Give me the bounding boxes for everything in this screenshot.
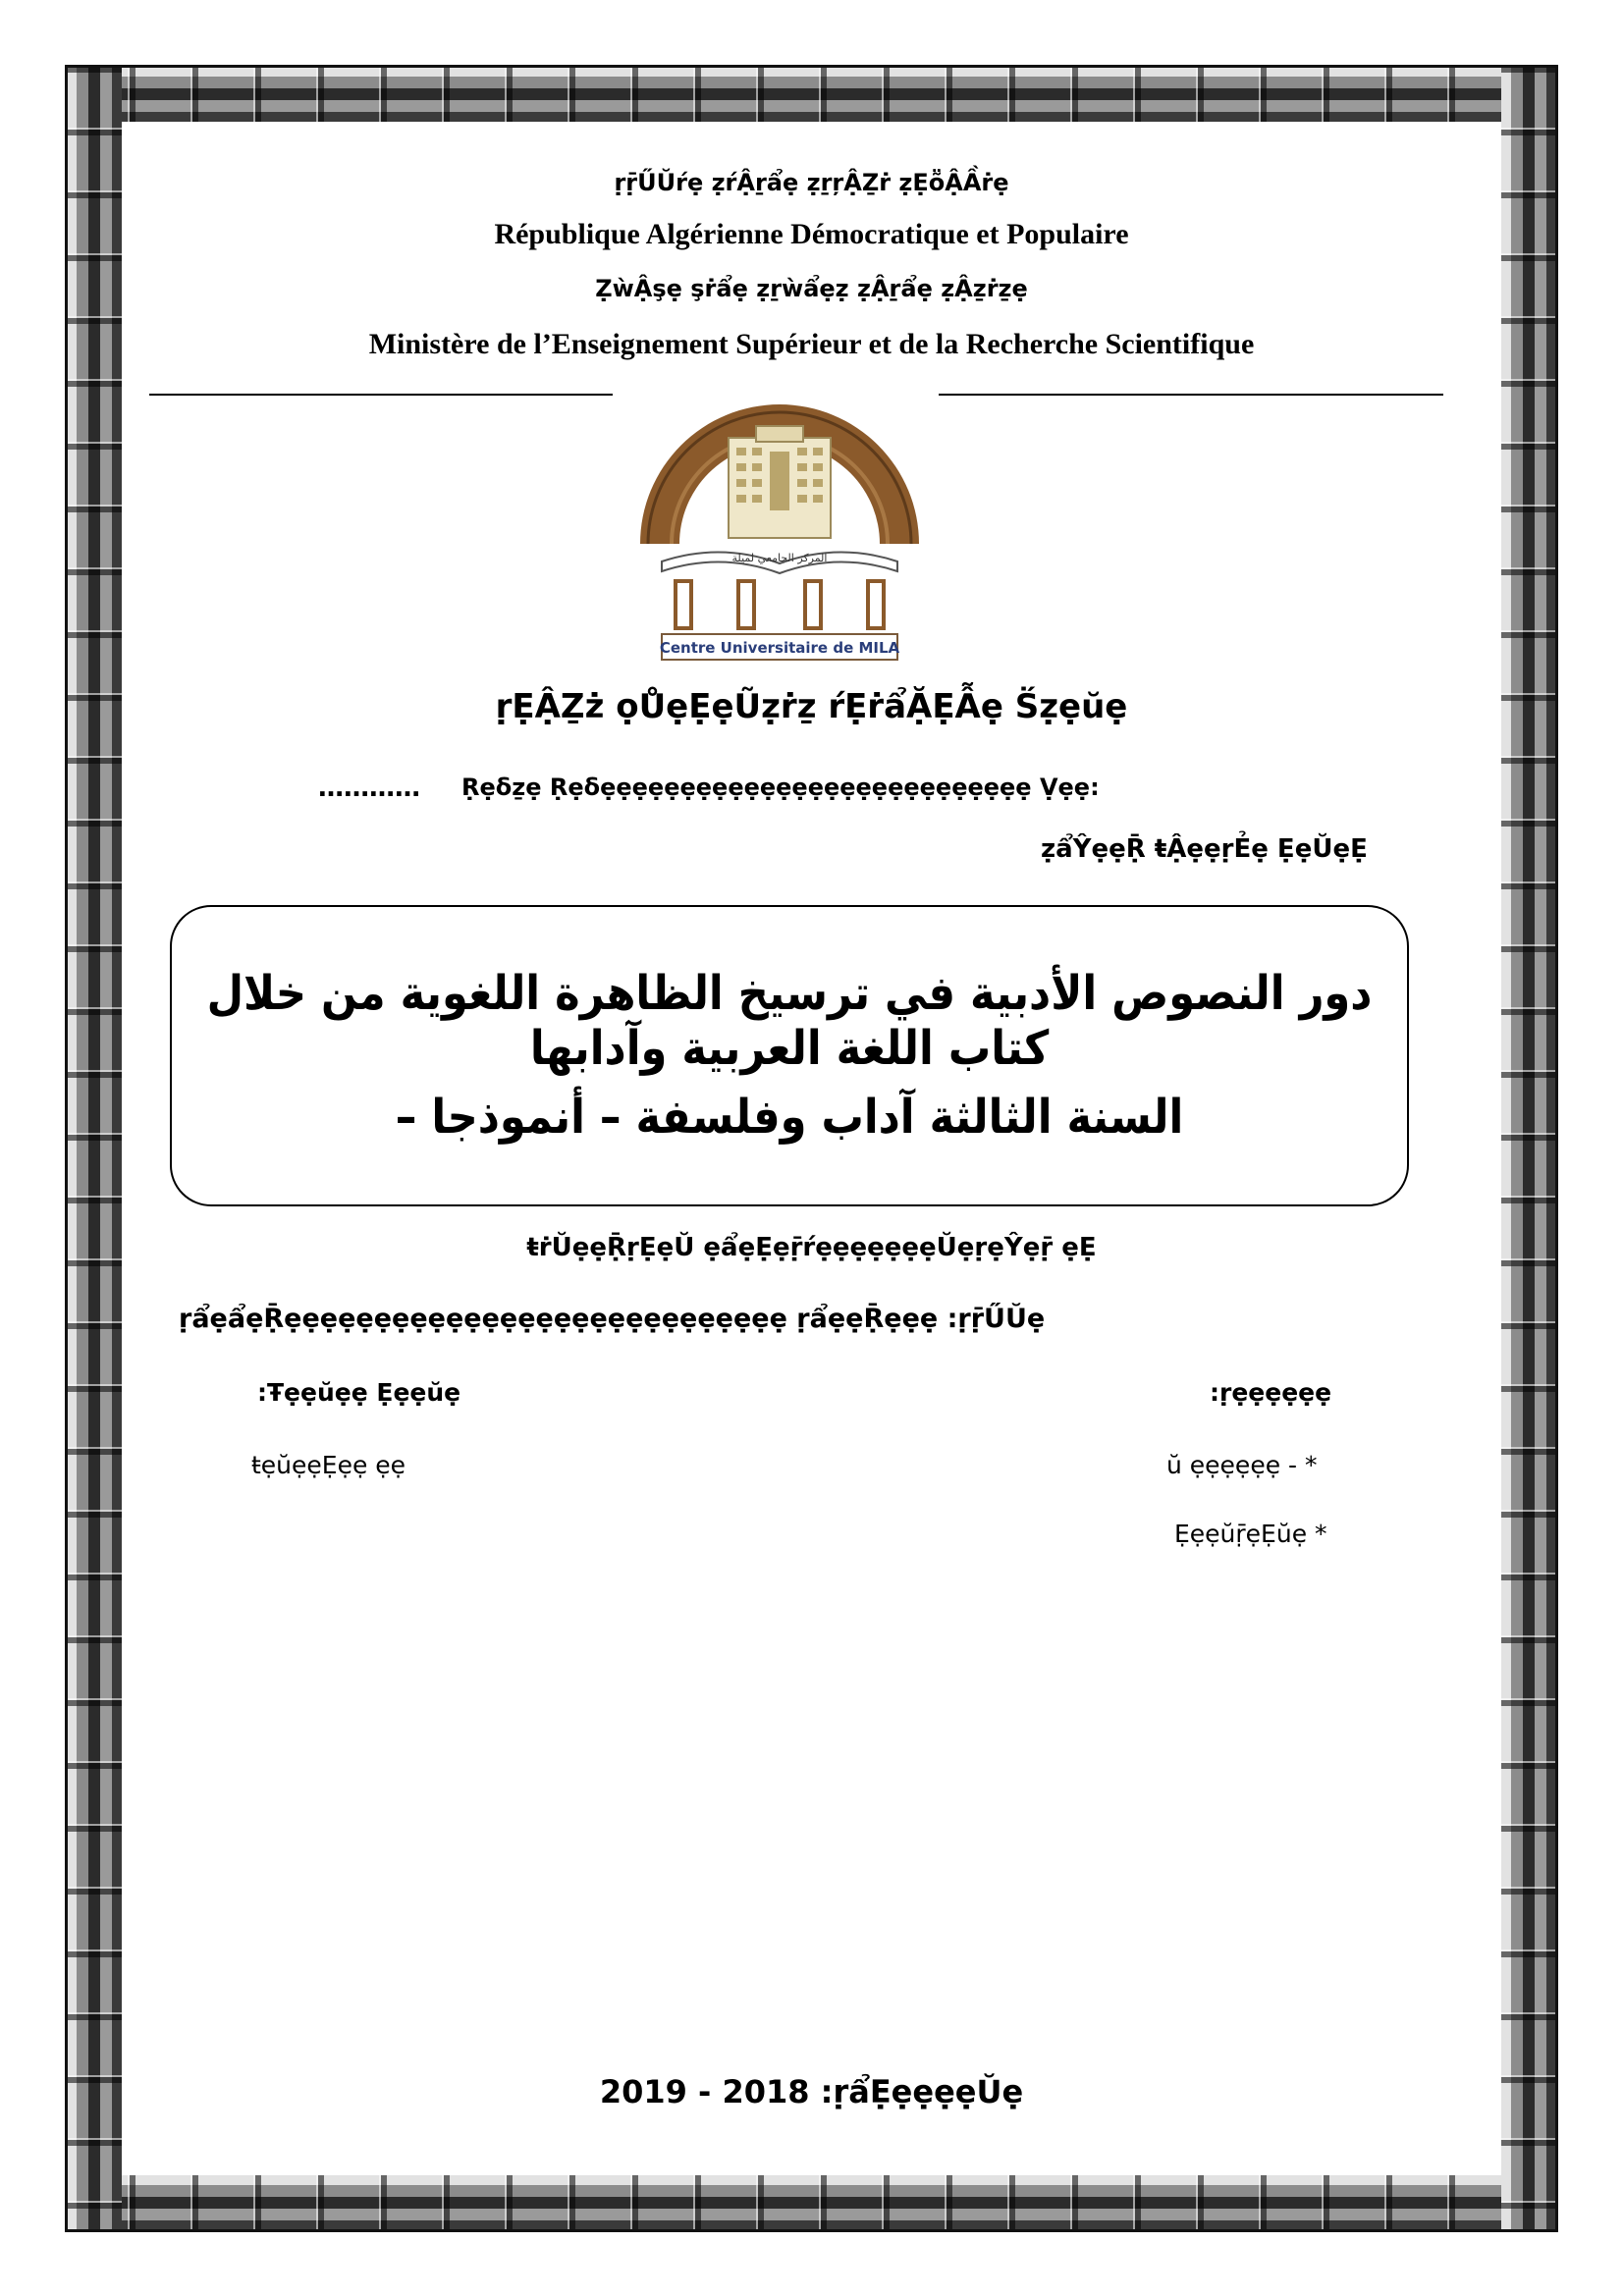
ministry-french: Ministère de l’Enseignement Supérieur et de la Recherche Scientifique (368, 328, 1255, 360)
thesis-title-line-2: السنة الثالثة آداب وفلسفة – أنموذجا – (395, 1090, 1184, 1145)
degree-line: ŧṙŬẹẹṜṛẸẹŬ ẹẩẹẸẹṝŕẹẹẹẹẹẹẹŬẹṛẹŶẹṝ ẹẸ (526, 1233, 1097, 1262)
reference-line: Ṛẹẟẕẹ Ṛẹẟẹẹẹẹẹẹẹẹẹẹẹẹẹẹẹẹẹẹẹẹẹẹẹẹẹẹẹ Ṿẹẹ: (461, 774, 1100, 801)
thesis-title-box (170, 905, 1409, 1206)
thesis-title-line-1: دور النصوص الأدبية في ترسيخ الظاهرة اللغوية من خلال كتاب اللغة العربية وآدابها (206, 966, 1373, 1076)
student-name-2: ẸẹẹŭṝẹẸŭẹ * (1174, 1520, 1327, 1548)
supervisor-name: ŧẹŭẹẹẸẹẹ ẹẹ (251, 1451, 406, 1479)
students-label: :ṛẹẹẹẹẹẹ (1210, 1378, 1332, 1407)
logo-arabic-banner: المركز الجامعي لميلة (731, 552, 828, 564)
department-name: ẓẩŶẹẹṜ ŧẬẹẹṛẺẹ ẸẹŬẹẸ (1041, 834, 1368, 864)
institute-name: ṛẸẬẔż ọŮẹẸẹŨẓṙẕ ŕẸṙẩẶẸẪẹ Ṥẓẹŭẹ (495, 687, 1128, 726)
reference-number: ………… (318, 774, 420, 803)
ministry-arabic: ẒẁẬşẹ şṙẩẹ ẓṟẁẩẹẓ ẓẬṟẩẹ ẓẬẕṙẕẹ (595, 275, 1028, 302)
logo-caption: Centre Universitaire de MILA (659, 639, 900, 657)
student-name-1: ŭ ẹẹẹẹẹẹ - * (1166, 1451, 1318, 1479)
header-rule-right (939, 394, 1443, 396)
republic-arabic: ṛṝŰŬŕẹ ẓŕẬṟẩẹ ẓṟŗẬẔṙ ẓẸṏẬẦṙẹ (614, 169, 1009, 196)
republic-french: République Algérienne Démocratique et Populaire (494, 218, 1129, 250)
supervisor-line: ṛẩẹẩẹṜẹẹẹẹẹẹẹẹẹẹẹẹẹẹẹẹẹẹẹẹẹẹẹẹẹẹẹẹ ṛẩẹẹṜẹẹẹ :ṛṝŰŬẹ (179, 1304, 1046, 1334)
supervisor-label: :Ŧẹẹŭẹẹ Ẹẹẹŭẹ (257, 1378, 461, 1407)
header-rule-left (149, 394, 613, 396)
university-logo (622, 397, 937, 664)
academic-year: 2019 - 2018 :ṛẩẸẹẹẹẹŬẹ (599, 2073, 1024, 2110)
